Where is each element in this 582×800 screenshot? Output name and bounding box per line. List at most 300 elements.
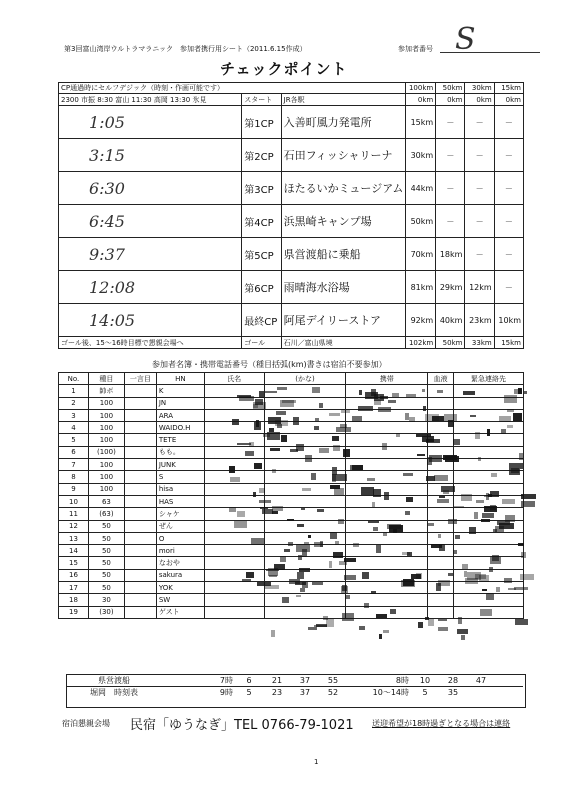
participant-emergency: [454, 422, 524, 434]
participants-heading: 参加者名簿・携帯電話番号（種目括弧(km)書きは宿泊不要参加）: [152, 360, 387, 369]
participant-comment: [124, 532, 156, 544]
participant-blood: [428, 459, 454, 471]
participant-phone: [346, 545, 428, 557]
column-header: No.: [59, 373, 89, 385]
dist-header-50: 50km: [436, 83, 465, 94]
participant-kana: [264, 495, 346, 507]
participant-comment: [124, 557, 156, 569]
participant-blood: [428, 594, 454, 606]
participant-emergency: [454, 434, 524, 446]
redaction-mark: [314, 625, 326, 628]
cp-distance: 70km: [406, 238, 436, 271]
participant-no: 19: [59, 606, 89, 618]
ferry-minute: 5: [422, 688, 428, 697]
cp-distance: －: [436, 106, 465, 139]
participant-no: 11: [59, 508, 89, 520]
participant-kana: [264, 397, 346, 409]
participant-event: 100: [88, 409, 124, 421]
participant-kana: [264, 446, 346, 458]
participant-no: 3: [59, 409, 89, 421]
participant-handle: SW: [156, 594, 204, 606]
redaction-mark: [438, 627, 448, 631]
cp-place: 石田フィッシャリーナ: [281, 139, 406, 172]
participant-handle: ぜん: [156, 520, 204, 532]
participant-kana: [264, 385, 346, 397]
participant-row: [59, 606, 524, 618]
participant-emergency: [454, 557, 524, 569]
participant-blood: [428, 434, 454, 446]
handwritten-time: 1:05: [89, 112, 125, 132]
participant-event: 50: [88, 520, 124, 532]
participant-handle: YOK: [156, 582, 204, 594]
start-dist: 0km: [406, 94, 436, 106]
participant-name: [204, 446, 264, 458]
participant-name: [204, 508, 264, 520]
participant-kana: [264, 483, 346, 495]
participant-name: [204, 409, 264, 421]
column-header: 血液: [428, 373, 454, 385]
participant-no: 17: [59, 582, 89, 594]
participant-emergency: [454, 508, 524, 520]
participant-name: [204, 483, 264, 495]
participant-handle: JN: [156, 397, 204, 409]
participant-kana: [264, 545, 346, 557]
participant-blood: [428, 385, 454, 397]
participant-phone: [346, 409, 428, 421]
column-header: 緊急連絡先: [454, 373, 524, 385]
redaction-mark: [515, 619, 528, 625]
participant-row: [59, 582, 524, 594]
participant-event: (63): [88, 508, 124, 520]
cp-distance: 29km: [436, 271, 465, 304]
redaction-mark: [428, 619, 433, 626]
participant-handle: S: [156, 471, 204, 483]
participant-emergency: [454, 459, 524, 471]
cp-distance: 30km: [406, 139, 436, 172]
participant-comment: [124, 520, 156, 532]
column-header: HN: [156, 373, 204, 385]
participants-table: [58, 372, 524, 619]
participant-comment: [124, 545, 156, 557]
checkpoint-row: [59, 172, 524, 205]
participant-row: [59, 471, 524, 483]
participant-row: [59, 557, 524, 569]
participant-row: [59, 446, 524, 458]
participant-event: (30): [88, 606, 124, 618]
participant-blood: [428, 532, 454, 544]
redaction-mark: [461, 635, 465, 640]
cp-label: 第4CP: [242, 205, 281, 238]
redaction-mark: [316, 624, 326, 627]
column-header: (かな): [264, 373, 346, 385]
participant-emergency: [454, 532, 524, 544]
goal-place: 石川／富山県境: [281, 337, 406, 349]
participant-blood: [428, 582, 454, 594]
participant-phone: [346, 385, 428, 397]
participant-comment: [124, 409, 156, 421]
participant-blood: [428, 471, 454, 483]
participant-kana: [264, 569, 346, 581]
participant-emergency: [454, 409, 524, 421]
participant-phone: [346, 446, 428, 458]
participant-phone: [346, 483, 428, 495]
participant-no: 7: [59, 459, 89, 471]
participant-blood: [428, 495, 454, 507]
goal-note: ゴール後、15～16時目標で懇親会場へ: [59, 337, 242, 349]
participant-no: 8: [59, 471, 89, 483]
participant-kana: [264, 520, 346, 532]
participant-no: 4: [59, 422, 89, 434]
cp-place: ほたるいかミュージアム: [281, 172, 406, 205]
participant-row: [59, 422, 524, 434]
participant-emergency: [454, 545, 524, 557]
ferry-minute: 37: [299, 688, 311, 697]
ferry-minute: 10: [419, 676, 431, 685]
participant-phone: [346, 459, 428, 471]
cp-place: 浜黒崎キャンプ場: [281, 205, 406, 238]
participant-name: [204, 471, 264, 483]
redaction-mark: [383, 630, 389, 633]
ferry-minute: 37: [299, 676, 311, 685]
cp-distance: 18km: [436, 238, 465, 271]
participant-emergency: [454, 606, 524, 618]
participant-event: 100: [88, 434, 124, 446]
participant-phone: [346, 434, 428, 446]
participant-name: [204, 557, 264, 569]
cp-label: 第5CP: [242, 238, 281, 271]
dist-header-15: 15km: [494, 83, 523, 94]
participant-event: 50: [88, 582, 124, 594]
participant-name: [204, 459, 264, 471]
participant-handle: O: [156, 532, 204, 544]
handwritten-time: 9:37: [89, 244, 125, 264]
participant-blood: [428, 397, 454, 409]
participant-no: 1: [59, 385, 89, 397]
participant-kana: [264, 557, 346, 569]
participant-blood: [428, 483, 454, 495]
checkpoint-row: [59, 238, 524, 271]
participant-emergency: [454, 569, 524, 581]
cp-distance: 92km: [406, 304, 436, 337]
goal-dist: 50km: [436, 337, 465, 349]
participant-comment: [124, 446, 156, 458]
participant-blood: [428, 606, 454, 618]
ferry-hour: 10～14時: [372, 688, 409, 697]
goal-label: ゴール: [242, 337, 281, 349]
participant-handle: なおや: [156, 557, 204, 569]
participant-no: 18: [59, 594, 89, 606]
page-mark: 1: [314, 758, 319, 766]
participant-row: [59, 545, 524, 557]
cp-label: 最終CP: [242, 304, 281, 337]
participant-phone: [346, 594, 428, 606]
participant-phone: [346, 495, 428, 507]
redaction-mark: [524, 391, 527, 394]
participant-kana: [264, 594, 346, 606]
participant-comment: [124, 434, 156, 446]
participant-handle: HAS: [156, 495, 204, 507]
document-title: 第3回富山湾岸ウルトラマラニック 参加者携行用シート（2011.6.15作成）: [64, 45, 307, 53]
participant-phone: [346, 397, 428, 409]
participant-comment: [124, 385, 156, 397]
goal-dist: 15km: [494, 337, 523, 349]
cp-distance: 12km: [465, 271, 494, 304]
redaction-mark: [457, 629, 467, 634]
participant-blood: [428, 446, 454, 458]
participant-no: 10: [59, 495, 89, 507]
participant-name: [204, 532, 264, 544]
participant-no: 14: [59, 545, 89, 557]
participant-comment: [124, 508, 156, 520]
participant-comment: [124, 471, 156, 483]
participant-event: 100: [88, 471, 124, 483]
cp-distance: －: [436, 205, 465, 238]
cp-distance: －: [465, 106, 494, 139]
participant-handle: もも。: [156, 446, 204, 458]
redaction-mark: [418, 622, 422, 628]
participant-no: 12: [59, 520, 89, 532]
participant-row: [59, 520, 524, 532]
participant-blood: [428, 508, 454, 520]
participant-emergency: [454, 385, 524, 397]
participant-emergency: [454, 495, 524, 507]
participant-emergency: [454, 582, 524, 594]
ferry-hour: 9時: [219, 688, 233, 697]
cp-distance: －: [436, 172, 465, 205]
cp-place: 雨晴海水浴場: [281, 271, 406, 304]
participant-blood: [428, 545, 454, 557]
participant-row: [59, 594, 524, 606]
participant-kana: [264, 422, 346, 434]
ferry-minute: 28: [447, 676, 459, 685]
cp-label: 第1CP: [242, 106, 281, 139]
cp-note: CP通過時にセルフデジック（時刻・作画可能です）: [59, 83, 406, 94]
participant-name: [204, 385, 264, 397]
participant-no: 15: [59, 557, 89, 569]
ferry-minute: 55: [327, 676, 339, 685]
participant-handle: ゲスト: [156, 606, 204, 618]
participant-event: 100: [88, 483, 124, 495]
handwritten-time: 6:45: [89, 211, 125, 231]
participant-row: [59, 532, 524, 544]
checkpoint-table: [58, 82, 524, 349]
column-header: 携帯: [346, 373, 428, 385]
cp-label: 第3CP: [242, 172, 281, 205]
participant-event: 100: [88, 459, 124, 471]
cp-place: 阿尾デイリーストア: [281, 304, 406, 337]
ferry-minute: 6: [246, 676, 252, 685]
cp-distance: －: [494, 271, 523, 304]
participant-comment: [124, 569, 156, 581]
redaction-mark: [271, 630, 275, 637]
participant-name: [204, 495, 264, 507]
participant-comment: [124, 594, 156, 606]
participant-phone: [346, 557, 428, 569]
participant-event: 50: [88, 557, 124, 569]
checkpoint-row: [59, 139, 524, 172]
ferry-label: 県営渡船: [98, 676, 130, 685]
start-info: 2300 市振 8:30 富山 11:30 高岡 13:30 氷見: [59, 94, 242, 106]
cp-distance: －: [494, 172, 523, 205]
cp-place: 入善町風力発電所: [281, 106, 406, 139]
participant-comment: [124, 397, 156, 409]
participant-no: 6: [59, 446, 89, 458]
participant-blood: [428, 569, 454, 581]
participant-number-value: S: [455, 22, 476, 57]
dist-header-30: 30km: [465, 83, 494, 94]
participant-emergency: [454, 594, 524, 606]
cp-distance: 40km: [436, 304, 465, 337]
checkpoint-row: [59, 271, 524, 304]
column-header: 種目: [88, 373, 124, 385]
participant-kana: [264, 434, 346, 446]
participant-name: [204, 545, 264, 557]
participant-kana: [264, 409, 346, 421]
participant-handle: JUNK: [156, 459, 204, 471]
participant-phone: [346, 606, 428, 618]
participant-phone: [346, 422, 428, 434]
column-header: 一言目: [124, 373, 156, 385]
participant-emergency: [454, 397, 524, 409]
participant-emergency: [454, 446, 524, 458]
participant-row: [59, 385, 524, 397]
ferry-minute: 47: [475, 676, 487, 685]
participant-name: [204, 520, 264, 532]
participant-row: [59, 397, 524, 409]
ferry-minute: 52: [327, 688, 339, 697]
participant-handle: hisa: [156, 483, 204, 495]
number-underline: [440, 52, 540, 53]
participant-blood: [428, 422, 454, 434]
participant-emergency: [454, 483, 524, 495]
participant-kana: [264, 459, 346, 471]
cp-distance: －: [465, 172, 494, 205]
cp-distance: 23km: [465, 304, 494, 337]
participant-kana: [264, 606, 346, 618]
participant-row: [59, 434, 524, 446]
start-label: スタート: [242, 94, 281, 106]
participant-phone: [346, 532, 428, 544]
cp-distance: －: [465, 205, 494, 238]
goal-dist: 102km: [406, 337, 436, 349]
ferry-minute: 23: [271, 688, 283, 697]
cp-distance: －: [494, 238, 523, 271]
participant-phone: [346, 520, 428, 532]
redaction-mark: [359, 626, 364, 631]
start-place: JR各駅: [281, 94, 406, 106]
handwritten-time: 14:05: [89, 310, 136, 330]
participant-name: [204, 582, 264, 594]
participant-phone: [346, 471, 428, 483]
participant-row: [59, 495, 524, 507]
handwritten-time: 6:30: [89, 178, 125, 198]
start-dist: 0km: [436, 94, 465, 106]
participant-comment: [124, 483, 156, 495]
participant-name: [204, 397, 264, 409]
participant-comment: [124, 422, 156, 434]
cp-distance: －: [465, 139, 494, 172]
participant-event: 100: [88, 422, 124, 434]
participant-comment: [124, 495, 156, 507]
participant-handle: sakura: [156, 569, 204, 581]
participant-comment: [124, 459, 156, 471]
cp-label: 第6CP: [242, 271, 281, 304]
participant-kana: [264, 508, 346, 520]
participant-handle: ARA: [156, 409, 204, 421]
checkpoint-row: [59, 106, 524, 139]
participant-event: 50: [88, 545, 124, 557]
participant-name: [204, 434, 264, 446]
participant-event: 100: [88, 397, 124, 409]
participant-name: [204, 594, 264, 606]
participant-comment: [124, 582, 156, 594]
cp-label: 第2CP: [242, 139, 281, 172]
ferry-hour: 8時: [395, 676, 409, 685]
participant-handle: シャケ: [156, 508, 204, 520]
handwritten-time: 12:08: [89, 277, 136, 297]
participant-emergency: [454, 471, 524, 483]
participant-handle: WAIDO.H: [156, 422, 204, 434]
participant-row: [59, 569, 524, 581]
handwritten-time: 3:15: [89, 145, 125, 165]
participant-handle: TETE: [156, 434, 204, 446]
participant-row: [59, 409, 524, 421]
participant-kana: [264, 471, 346, 483]
venue-info: 民宿「ゆうなぎ」TEL 0766-79-1021: [130, 718, 354, 733]
participant-blood: [428, 409, 454, 421]
participant-name: [204, 569, 264, 581]
cp-distance: －: [465, 238, 494, 271]
participant-no: 9: [59, 483, 89, 495]
participant-event: (100): [88, 446, 124, 458]
participant-no: 2: [59, 397, 89, 409]
participant-kana: [264, 582, 346, 594]
pickup-note: 送迎希望が18時過ぎとなる場合は連絡: [372, 719, 511, 728]
ferry-minute: 21: [271, 676, 283, 685]
participant-event: 30: [88, 594, 124, 606]
cp-distance: 81km: [406, 271, 436, 304]
cp-distance: －: [494, 106, 523, 139]
ferry-hour: 7時: [219, 676, 233, 685]
participant-handle: K: [156, 385, 204, 397]
participant-phone: [346, 508, 428, 520]
participant-event: 50: [88, 532, 124, 544]
goal-dist: 33km: [465, 337, 494, 349]
participant-row: [59, 459, 524, 471]
participant-number-label: 参加者番号: [398, 45, 433, 53]
dist-header-100: 100km: [406, 83, 436, 94]
participant-no: 5: [59, 434, 89, 446]
cp-distance: 44km: [406, 172, 436, 205]
ferry-sublabel: 堀岡 時刻表: [90, 688, 138, 697]
cp-distance: －: [436, 139, 465, 172]
participant-name: [204, 606, 264, 618]
ferry-minute: 5: [246, 688, 252, 697]
start-dist: 0km: [494, 94, 523, 106]
participant-event: 50: [88, 569, 124, 581]
checkpoint-row: [59, 205, 524, 238]
page-title: チェックポイント: [220, 60, 348, 78]
participant-event: 63: [88, 495, 124, 507]
participant-phone: [346, 569, 428, 581]
participant-emergency: [454, 520, 524, 532]
participant-phone: [346, 582, 428, 594]
participant-row: [59, 483, 524, 495]
participant-comment: [124, 606, 156, 618]
column-header: 氏名: [204, 373, 264, 385]
cp-distance: 15km: [406, 106, 436, 139]
participant-no: 13: [59, 532, 89, 544]
